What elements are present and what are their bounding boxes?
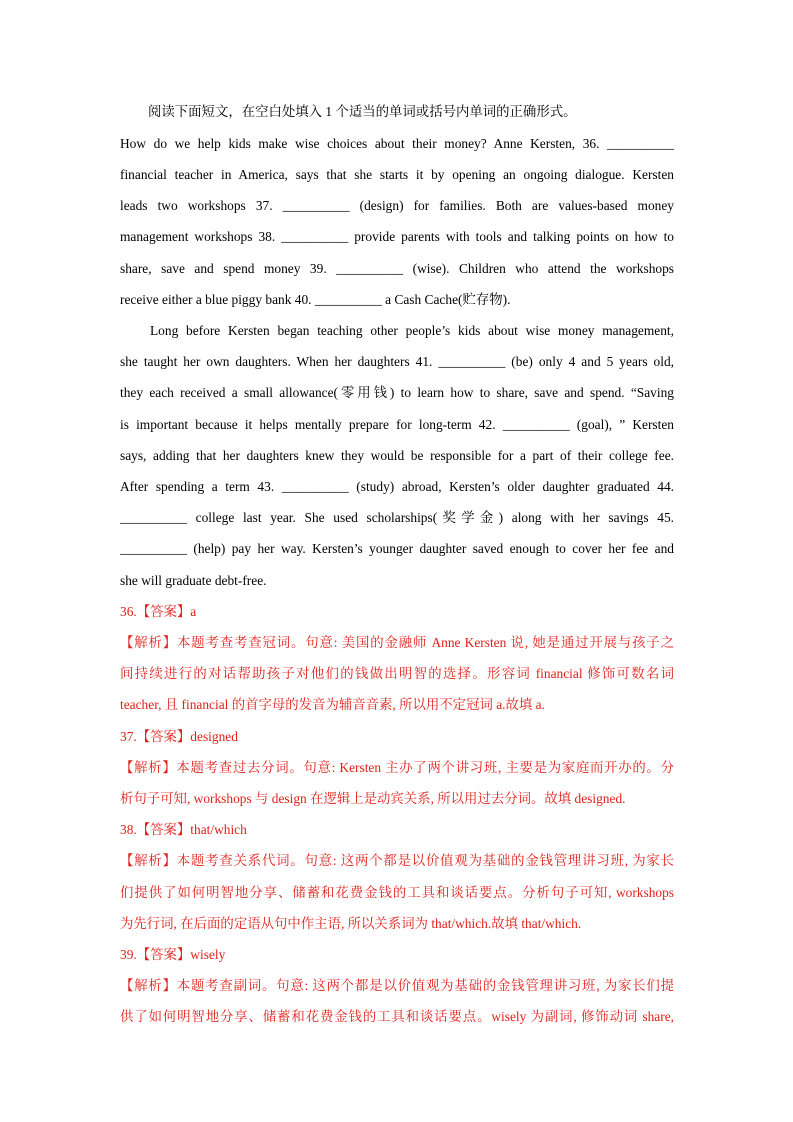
instruction-text: 阅读下面短文，在空白处填入 1 个适当的单词或括号内单词的正确形式。 (148, 104, 577, 119)
analysis-line: 【解析】本题考查过去分词。句意: Kersten 主办了两个讲习班, 主要是为家庭而开办的。分 (120, 760, 674, 775)
passage-line: __________ (help) pay her way. Kersten’s younger daughter saved enough to cover her fee and (120, 541, 674, 556)
analysis-line: 【解析】本题考查副词。句意: 这两个都是以价值观为基础的金钱管理讲习班, 为家长们提 (120, 978, 674, 993)
analysis-line: 为先行词, 在后面的定语从句中作主语, 所以关系词为 that/which.故填 that/which. (120, 916, 582, 931)
passage-line: __________ college last year. She used scholarships(奖学金) along with her savings 45. (120, 510, 674, 525)
passage-line: she taught her own daughters. When her daughters 41. __________ (be) only 4 and 5 years old, (120, 354, 674, 369)
analysis-line: 【解析】本题考查关系代词。句意: 这两个都是以价值观为基础的金钱管理讲习班, 为家长 (120, 853, 674, 868)
passage-line: Long before Kersten began teaching other people’s kids about wise money management, (150, 323, 674, 338)
answer-heading: 39.【答案】wisely (120, 947, 226, 962)
passage-line: is important because it helps mentally prepare for long-term 42. __________ (goal), ” Kersten (120, 417, 674, 432)
passage-line: leads two workshops 37. __________ (design) for families. Both are values-based money (120, 198, 674, 213)
answer-heading: 37.【答案】designed (120, 729, 238, 744)
passage-line: share, save and spend money 39. __________ (wise). Children who attend the workshops (120, 261, 674, 276)
analysis-line: 供了如何明智地分享、储蓄和花费金钱的工具和谈话要点。wisely 为副词, 修饰动词 share, (120, 1009, 674, 1024)
analysis-line: teacher, 且 financial 的首字母的发音为辅音音素, 所以用不定冠词 a.故填 a. (120, 697, 545, 712)
analysis-line: 间持续进行的对话帮助孩子对他们的钱做出明智的选择。形容词 financial 修饰可数名词 (120, 666, 674, 681)
analysis-line: 析句子可知, workshops 与 design 在逻辑上是动宾关系, 所以用过去分词。故填 designed. (120, 791, 626, 806)
analysis-line: 【解析】本题考查考查冠词。句意: 美国的金融师 Anne Kersten 说, 她是通过开展与孩子之 (120, 635, 674, 650)
passage-line: financial teacher in America, says that she starts it by opening an ongoing dialogue. Kersten (120, 167, 674, 182)
passage-line: management workshops 38. __________ provide parents with tools and talking points on how to (120, 229, 674, 244)
passage-line: How do we help kids make wise choices about their money? Anne Kersten, 36. __________ (120, 136, 674, 151)
passage-line: they each received a small allowance(零用钱) to learn how to share, save and spend. “Saving (120, 385, 674, 400)
passage-line: After spending a term 43. __________ (study) abroad, Kersten’s older daughter graduated 44. (120, 479, 674, 494)
analysis-line: 们提供了如何明智地分享、储蓄和花费金钱的工具和谈话要点。分析句子可知, workshops (120, 885, 674, 900)
passage-line: she will graduate debt-free. (120, 573, 267, 588)
passage-line: says, adding that her daughters knew they would be responsible for a part of their college fee. (120, 448, 674, 463)
answer-heading: 36.【答案】a (120, 604, 197, 619)
answer-heading: 38.【答案】that/which (120, 822, 247, 837)
passage-line: receive either a blue piggy bank 40. __________ a Cash Cache(贮存物). (120, 292, 511, 307)
